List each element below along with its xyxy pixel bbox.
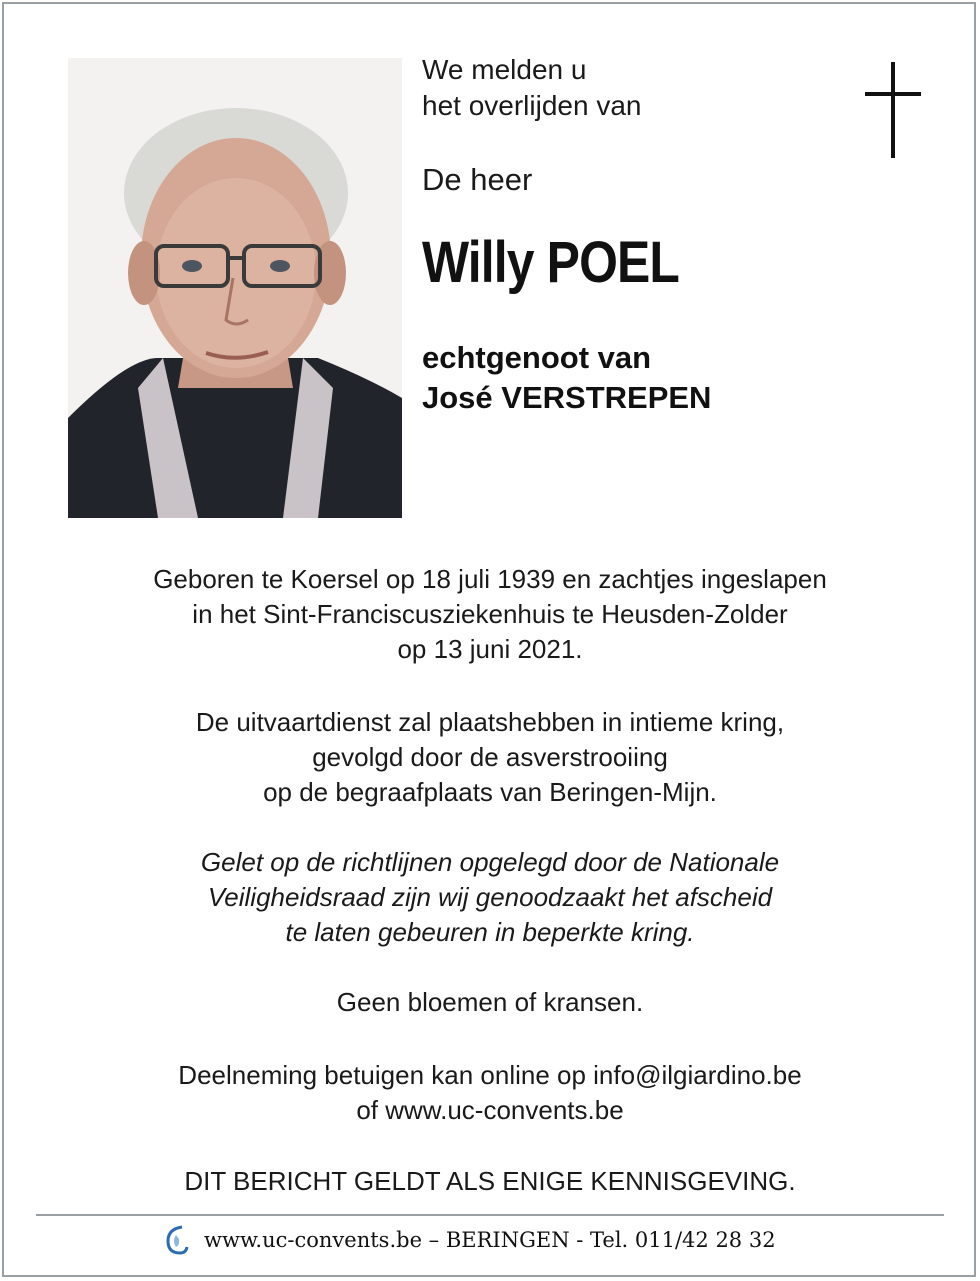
official-notice bbox=[0, 1164, 980, 1199]
intro-text bbox=[422, 52, 641, 124]
condolence-paragraph bbox=[0, 1058, 980, 1128]
notice-paragraph bbox=[0, 845, 980, 950]
honorific: De heer bbox=[422, 162, 533, 197]
intro-line: We melden u bbox=[422, 54, 587, 85]
text-line: Deelneming betuigen kan online op info@ilgiardino.be bbox=[178, 1060, 802, 1090]
text-line: Geboren te Koersel op 18 juli 1939 en zachtjes ingeslapen bbox=[153, 564, 827, 594]
text-line: te laten gebeuren in beperkte kring. bbox=[285, 917, 695, 947]
footer bbox=[162, 1222, 862, 1258]
text-line: Veiligheidsraad zijn wij genoodzaakt het afscheid bbox=[207, 882, 773, 912]
text-line: op 13 juni 2021. bbox=[397, 634, 583, 664]
text-line: in het Sint-Franciscusziekenhuis te Heusden-Zolder bbox=[192, 599, 788, 629]
flowers-paragraph bbox=[0, 985, 980, 1020]
footer-divider bbox=[36, 1214, 944, 1216]
spouse-label: echtgenoot van bbox=[422, 340, 652, 375]
spouse-info bbox=[422, 338, 711, 418]
text-line: De uitvaartdienst zal plaatshebben in intieme kring, bbox=[195, 707, 785, 737]
intro-line: het overlijden van bbox=[422, 90, 642, 121]
text-line: op de begraafplaats van Beringen-Mijn. bbox=[263, 777, 717, 807]
spouse-name: José VERSTREPEN bbox=[422, 380, 712, 415]
text-line: gevolgd door de asverstrooiing bbox=[312, 742, 668, 772]
footer-text: www.uc-convents.be – BERINGEN - Tel. 011/42 28 32 bbox=[204, 1228, 776, 1252]
birth-paragraph bbox=[0, 562, 980, 667]
text-line: of www.uc-convents.be bbox=[356, 1095, 624, 1125]
deceased-name: Willy POEL bbox=[422, 230, 680, 295]
text-line: Geen bloemen of kransen. bbox=[336, 987, 644, 1017]
uc-convents-logo-icon bbox=[162, 1223, 190, 1257]
portrait-photo bbox=[68, 58, 402, 518]
cross-icon bbox=[865, 62, 921, 158]
funeral-paragraph bbox=[0, 705, 980, 810]
text-line: Gelet op de richtlijnen opgelegd door de Nationale bbox=[200, 847, 780, 877]
text-line: DIT BERICHT GELDT ALS ENIGE KENNISGEVING. bbox=[184, 1166, 796, 1196]
